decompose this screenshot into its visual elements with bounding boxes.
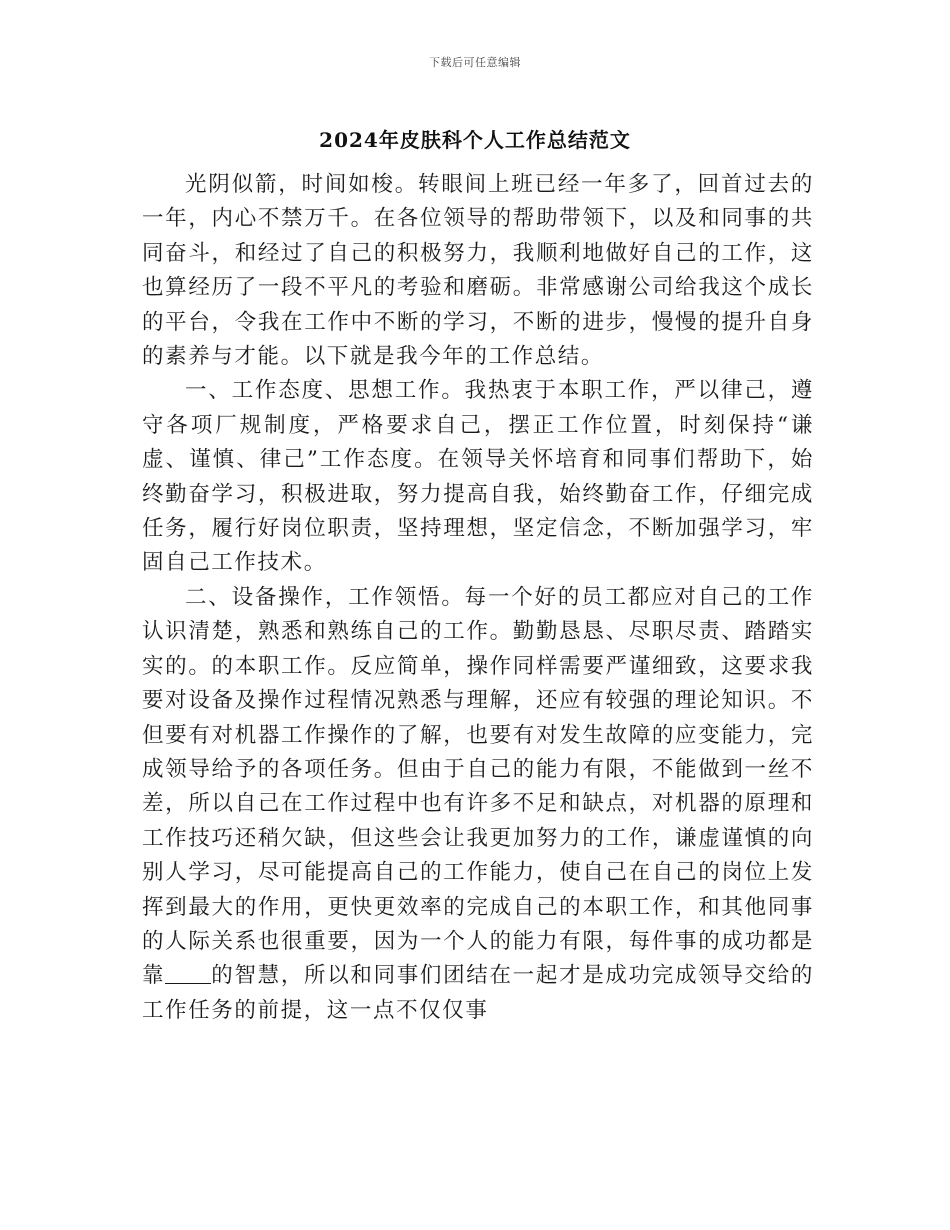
document-body [142,168,814,1028]
document-title: 2024年皮肤科个人工作总结范文 [319,128,631,152]
paragraph-attitude: 一、工作态度、思想工作。我热衷于本职工作，严以律己，遵守各项厂规制度，严格要求自己，摆正工作位置，时刻保持“谦虚、谨慎、律己”工作态度。在领导关怀培育和同事们帮助下，始终勤奋学习，积极进取，努力提高自我，始终勤奋工作，仔细完成任务，履行好岗位职责，坚持理想，坚定信念，不断加强学习，牢固自己工作技术。 [142,378,814,576]
fill-in-blank [165,962,211,985]
paragraph-equipment [142,581,814,1028]
paragraph-intro: 光阴似箭，时间如梭。转眼间上班已经一年多了，回首过去的一年，内心不禁万千。在各位领导的帮助带领下，以及和同事的共同奋斗，和经过了自己的积极努力，我顺利地做好自己的工作，这也算经历了一段不平凡的考验和磨砺。非常感谢公司给我这个成长的平台，令我在工作中不断的学习，不断的进步，慢慢的提升自身的素养与才能。以下就是我今年的工作总结。 [142,172,814,370]
paragraph-equipment-text: 二、设备操作，工作领悟。每一个好的员工都应对自己的工作认识清楚，熟悉和熟练自己的工作。勤勤恳恳、尽职尽责、踏踏实实的。的本职工作。反应简单，操作同样需要严谨细致，这要求我要对设备及操作过程情况熟悉与理解，还应有较强的理论知识。不但要有对机器工作操作的了解，也要有对发生故障的应变能力，完成领导给予的各项任务。但由于自己的能力有限，不能做到一丝不差，所以自己在工作过程中也有许多不足和缺点，对机器的原理和工作技巧还稍欠缺，但这些会让我更加努力的工作，谦虚谨慎的向别人学习，尽可能提高自己的工作能力，使自己在自己的岗位上发挥到最大的作用，更快更效率的完成自己的本职工作，和其他同事的人际关系也很重要，因为一个人的能力有限，每件事的成功都是靠 [142,584,814,989]
paragraph-equipment-tail: 的智慧，所以和同事们团结在一起才是成功完成领导交给的工作任务的前提，这一点不仅仅事 [142,963,814,1023]
header-note: 下载后可任意编辑 [429,56,521,69]
